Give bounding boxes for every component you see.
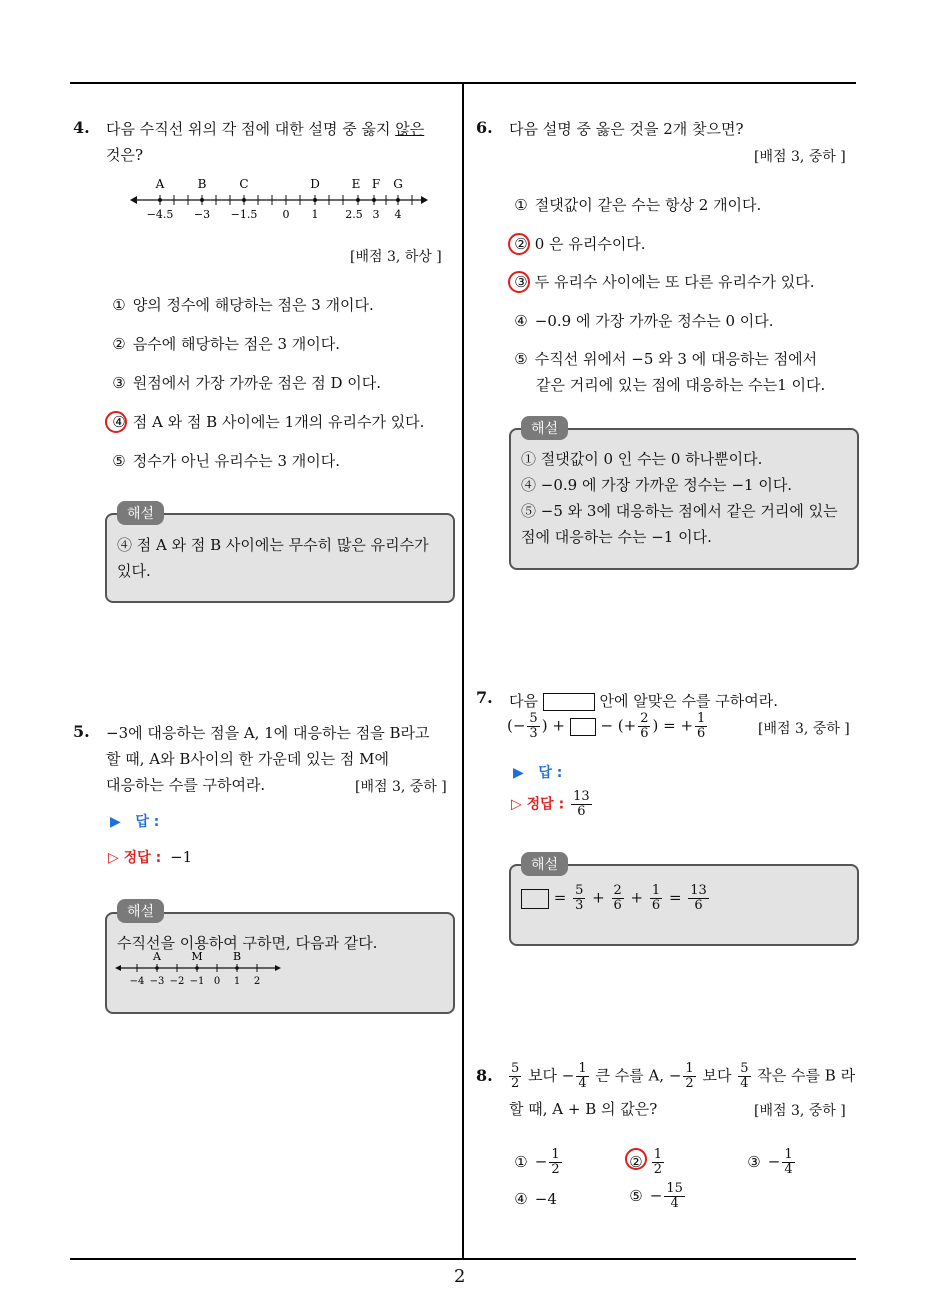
q5-stem-line3: 대응하는 수를 구하여라. xyxy=(106,776,266,794)
q7-blank-box xyxy=(543,693,595,711)
q4-nl-point-label: C xyxy=(239,177,249,191)
q7-correct-value: $\frac{13}{6}$ xyxy=(573,789,590,819)
q4-nl-point xyxy=(313,198,317,202)
q4-selected-mark xyxy=(105,411,127,433)
q4-nl-tick-label: 1 xyxy=(311,208,319,220)
q5-nl-tick-label: −1 xyxy=(189,976,205,987)
column-divider xyxy=(462,83,464,1260)
q5-nl-tick-label: −3 xyxy=(149,976,165,987)
q4-nl-point-label: E xyxy=(351,177,361,191)
q4-choice-4[interactable]: ④ 점 A 와 점 B 사이에는 1개의 유리수가 있다. xyxy=(112,413,425,431)
q5-correct-row xyxy=(108,847,192,867)
q5-nl-tick-label: 2 xyxy=(253,976,261,987)
q4-explain-line1: ④ 점 A 와 점 B 사이에는 무수히 많은 유리수가 xyxy=(117,536,429,554)
q6-choice-1[interactable]: ① 절댓값이 같은 수는 항상 2 개이다. xyxy=(514,196,762,214)
q7-answer-label: 답 : xyxy=(538,765,563,781)
q4-nl-tick-label: 4 xyxy=(394,208,402,220)
q7-explain-expr: = $\frac{5}{3}$ + $\frac{2}{6}$ + $\frac{1}{6}$ = $\frac{13}{6}$ xyxy=(521,884,711,913)
q7-explain-box-symbol xyxy=(521,889,549,909)
q7-expr-box xyxy=(570,718,596,736)
q4-stem-underlined: 않은 xyxy=(395,120,425,138)
q4-nl-tick-label: 3 xyxy=(372,208,380,220)
q5-correct-value: −1 xyxy=(170,848,193,866)
q7-number: 7. xyxy=(476,688,493,707)
q7-correct-label: 정답 : xyxy=(526,796,565,813)
q5-answer-label: 답 : xyxy=(135,814,160,830)
q6-explain-line4: 점에 대응하는 수는 −1 이다. xyxy=(521,528,712,546)
q4-choice-3[interactable]: ③ 원점에서 가장 가까운 점은 점 D 이다. xyxy=(112,374,382,392)
q5-nl-point-label: B xyxy=(232,950,242,963)
q7-frac-c: $\frac{1}{6}$ xyxy=(697,711,706,741)
q4-nl-point-label: F xyxy=(371,177,381,191)
q6-explain-line3: ⑤ −5 와 3에 대응하는 점에서 같은 거리에 있는 xyxy=(521,502,838,520)
bottom-rule xyxy=(70,1258,856,1260)
q5-answer-row[interactable] xyxy=(110,811,159,831)
q5-nl-point-label: M xyxy=(191,950,203,963)
q4-choice-1[interactable]: ① 양의 정수에 해당하는 점은 3 개이다. xyxy=(112,296,374,314)
q4-stem-text: 다음 수직선 위의 각 점에 대한 설명 중 옳지 xyxy=(106,120,396,138)
q4-choice-5[interactable]: ⑤ 정수가 아닌 유리수는 3 개이다. xyxy=(112,452,341,470)
q8-choice-1[interactable]: ① − $\frac{1}{2}$ xyxy=(514,1147,560,1177)
q6-number: 6. xyxy=(476,118,493,137)
q5-score: [배점 3, 중하 ] xyxy=(355,779,447,795)
q8-choice-3[interactable]: ③ − $\frac{1}{4}$ xyxy=(747,1147,793,1177)
q8-number: 8. xyxy=(476,1066,493,1085)
q5-stem-line2: 할 때, A와 B사이의 한 가운데 있는 점 M에 xyxy=(106,750,389,768)
q4-nl-point xyxy=(356,198,360,202)
q6-choice-2[interactable]: ② 0 은 유리수이다. xyxy=(514,235,646,253)
q4-score: [배점 3, 하상 ] xyxy=(350,249,442,265)
q5-correct-label: 정답 : xyxy=(123,850,162,866)
q6-selected-mark-3 xyxy=(508,271,530,293)
play-icon: ▶ xyxy=(110,814,121,830)
q4-explain-line2: 있다. xyxy=(117,562,151,580)
q4-nl-tick-label: −3 xyxy=(193,208,211,220)
q7-answer-row[interactable] xyxy=(513,762,562,782)
q5-nl-point xyxy=(195,966,199,970)
q4-nl-tick-label: 0 xyxy=(282,208,290,220)
q7-stem: 다음 안에 알맞은 수를 구하여라. xyxy=(509,692,779,710)
q8-choice-5[interactable]: ⑤ − $\frac{15}{4}$ xyxy=(629,1181,683,1211)
q5-nl-tick-label: −2 xyxy=(169,976,185,987)
q6-choice-5-line2: 같은 거리에 있는 점에 대응하는 수는1 이다. xyxy=(536,376,826,394)
q4-choice-2[interactable]: ② 음수에 해당하는 점은 3 개이다. xyxy=(112,335,341,353)
q7-correct-row xyxy=(511,790,594,819)
q4-nl-point-label: D xyxy=(310,177,320,191)
q4-nl-point-label: A xyxy=(155,177,165,191)
q5-nl-tick-label: −4 xyxy=(129,976,145,987)
q8-choice-2[interactable]: ② $\frac{1}{2}$ xyxy=(629,1147,663,1177)
q7-frac-a: $\frac{5}{3}$ xyxy=(529,711,538,741)
q7-expression: (− $\frac{5}{3}$ ) + − (+ $\frac{2}{6}$ ) = + $\frac{1}{6}$ xyxy=(507,711,706,741)
q7-score: [배점 3, 중하 ] xyxy=(758,721,850,737)
q4-nl-point xyxy=(372,198,376,202)
triangle-outline-icon: ▷ xyxy=(108,850,119,866)
q5-number: 5. xyxy=(73,722,90,741)
q4-explain-box xyxy=(105,513,455,603)
q8-stem-line1: $\frac{5}{2}$ 보다 − $\frac{1}{4}$ 큰 수를 A, − $\frac{1}{2}$ 보다 $\frac{5}{4}$ 작은 수를 B 라 xyxy=(511,1061,856,1091)
q6-explain-line1: ① 절댓값이 0 인 수는 0 하나뿐이다. xyxy=(521,450,763,468)
q6-score: [배점 3, 중하 ] xyxy=(754,149,846,165)
q4-nl-point xyxy=(396,198,400,202)
q4-nl-point xyxy=(200,198,204,202)
q7-explain-tag: 해설 xyxy=(521,852,568,876)
q4-nl-tick-label: 2.5 xyxy=(345,208,363,220)
q4-stem-line1 xyxy=(106,116,424,142)
q8-stem-line2: 할 때, A + B 의 값은? xyxy=(509,1100,658,1118)
q4-number-line xyxy=(130,174,430,220)
q4-nl-point-label: B xyxy=(197,177,207,191)
q5-nl-point xyxy=(235,966,239,970)
q8-selected-mark xyxy=(625,1148,647,1170)
q4-number: 4. xyxy=(73,118,90,137)
q6-choice-5[interactable]: ⑤ 수직선 위에서 −5 와 3 에 대응하는 점에서 xyxy=(514,350,818,368)
q4-nl-point-label: G xyxy=(393,177,403,191)
q5-nl-tick-label: 0 xyxy=(213,976,221,987)
q4-nl-tick-label: −4.5 xyxy=(146,208,174,220)
q5-explain-tag: 해설 xyxy=(117,899,164,923)
q4-explain-tag: 해설 xyxy=(117,501,164,525)
q6-choice-3[interactable]: ③ 두 유리수 사이에는 또 다른 유리수가 있다. xyxy=(514,273,815,291)
q6-explain-tag: 해설 xyxy=(521,416,568,440)
q5-stem-line1: −3에 대응하는 점을 A, 1에 대응하는 점을 B라고 xyxy=(106,724,430,742)
triangle-outline-icon: ▷ xyxy=(511,796,522,813)
q4-nl-point xyxy=(242,198,246,202)
play-icon: ▶ xyxy=(513,765,524,781)
q6-explain-line2: ④ −0.9 에 가장 가까운 정수는 −1 이다. xyxy=(521,476,793,494)
page-number: 2 xyxy=(454,1266,466,1287)
q4-stem-line2: 것은? xyxy=(106,146,144,164)
q5-number-line xyxy=(115,950,285,990)
q5-nl-point-label: A xyxy=(153,950,161,963)
q5-explain-line: 수직선을 이용하여 구하면, 다음과 같다. xyxy=(117,934,378,952)
q4-nl-point xyxy=(158,198,162,202)
q8-choice-4[interactable]: ④ −4 xyxy=(514,1190,557,1208)
q6-stem: 다음 설명 중 옳은 것을 2개 찾으면? xyxy=(509,120,744,138)
q6-choice-4[interactable]: ④ −0.9 에 가장 가까운 정수는 0 이다. xyxy=(514,312,774,330)
q6-selected-mark-2 xyxy=(508,233,530,255)
q4-nl-tick-label: −1.5 xyxy=(230,208,258,220)
q5-nl-point xyxy=(155,966,159,970)
q5-nl-tick-label: 1 xyxy=(233,976,241,987)
q8-score: [배점 3, 중하 ] xyxy=(754,1103,846,1119)
q7-frac-b: $\frac{2}{6}$ xyxy=(640,711,649,741)
